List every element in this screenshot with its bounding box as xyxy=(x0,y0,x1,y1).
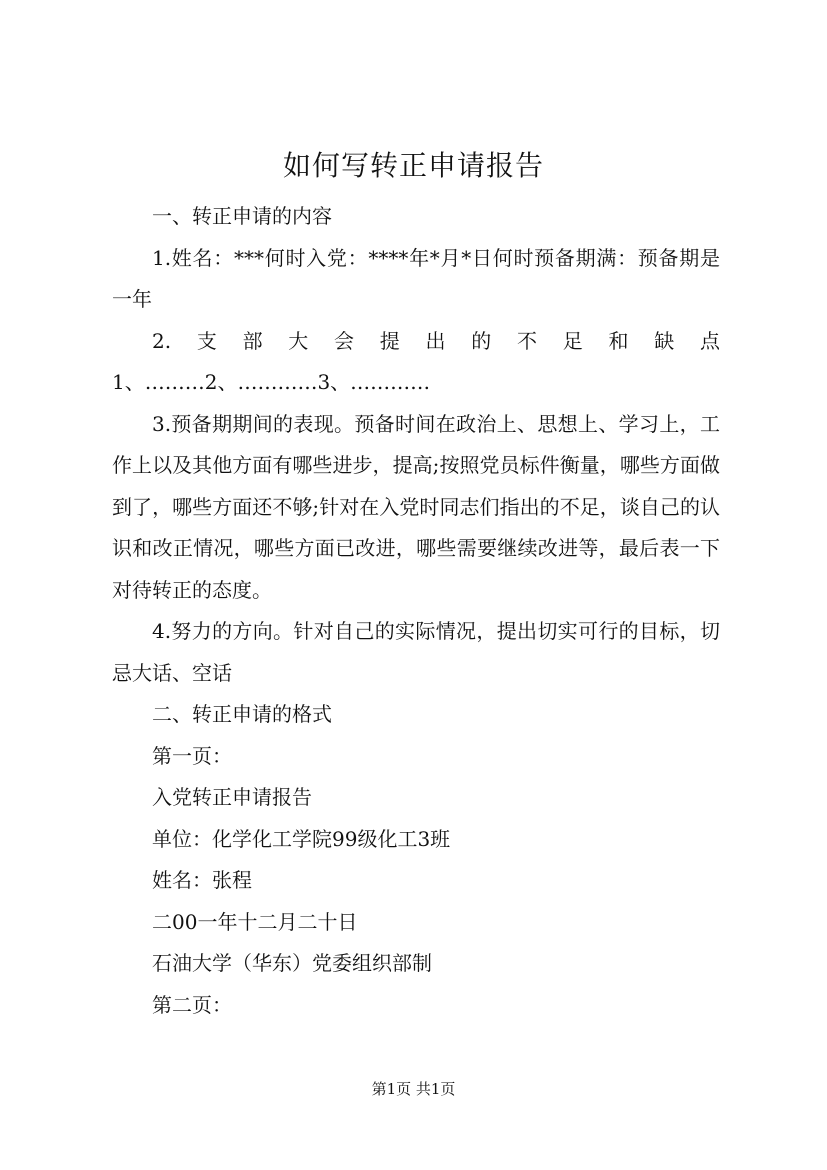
document-title: 如何写转正申请报告 xyxy=(282,149,544,182)
format-unit: 单位：化学化工学院99级化工3班 xyxy=(152,826,451,851)
format-issuer: 石油大学（华东）党委组织部制 xyxy=(152,951,432,975)
item-probation-performance: 3.预备期期间的表现。预备时间在政治上、思想上、学习上，工作上以及其他方面有哪些进步，提高;按照党员标件衡量，哪些方面做到了，哪些方面还不够;针对在入党时同志们指出的不足，谈自己的认识和改正情况，哪些方面已改进，哪些需要继续改进等，最后表一下对待转正的态度。 xyxy=(112,411,720,602)
page-footer: 第1页 共1页 xyxy=(371,1080,456,1098)
item-shortcomings: 2.支部大会提出的不足和缺点 xyxy=(152,328,720,353)
item-name-and-dates: 1.姓名：***何时入党：****年*月*日何时预备期满：预备期是一年 xyxy=(112,245,720,311)
section-heading-content: 一、转正申请的内容 xyxy=(152,204,332,228)
item-effort-direction: 4.努力的方向。针对自己的实际情况，提出切实可行的目标，切忌大话、空话 xyxy=(112,619,720,685)
format-page-two: 第二页： xyxy=(152,992,232,1017)
format-name: 姓名：张程 xyxy=(152,868,252,892)
shortcomings-list: 1、………2、…………3、………… xyxy=(112,370,431,394)
format-page-one: 第一页： xyxy=(152,743,232,768)
document-body xyxy=(112,196,720,1026)
format-date: 二00一年十二月二十日 xyxy=(152,909,358,934)
section-heading-format: 二、转正申请的格式 xyxy=(152,702,332,726)
format-report-title: 入党转正申请报告 xyxy=(152,785,312,809)
